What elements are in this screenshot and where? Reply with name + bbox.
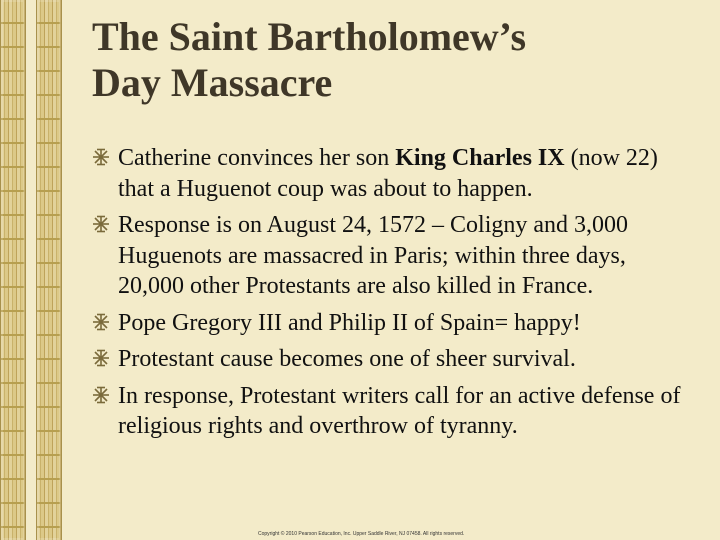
ribbon-stripe-left [0,0,26,540]
bullet-text [118,145,658,202]
bullet-item [92,308,692,339]
bullet-item [92,344,692,375]
ornamental-cross-bullet-icon [92,148,110,166]
bullet-text: Pope Gregory III and Philip II of Spain= happy! [118,309,581,336]
ribbon-stripe-right [36,0,62,540]
bullet-item [92,143,692,204]
slide-title-line-1: The Saint Bartholomew’s [92,14,527,59]
ornamental-cross-bullet-icon [92,215,110,233]
bullet-text-part: Catherine convinces her son [118,145,396,171]
bullet-item [92,210,692,302]
bullet-text: In response, Protestant writers call for an active defense of religious rights and overthrow of tyranny. [118,382,681,439]
ornamental-cross-bullet-icon [92,386,110,404]
ornamental-cross-bullet-icon [92,313,110,331]
bullet-text: Protestant cause becomes one of sheer survival. [118,346,576,372]
ornamental-cross-bullet-icon [92,349,110,367]
slide-title [92,14,692,106]
bullet-text: Response is on August 24, 1572 – Coligny and 3,000 Huguenots are massacred in Paris; within three days, 20,000 other Protestants are also killed in France. [118,212,629,299]
bullet-item [92,381,692,442]
bullet-text-emphasis: King Charles IX [395,145,565,171]
decorative-ribbon [0,0,62,540]
bullet-list [92,143,692,448]
slide-title-line-2: Day Massacre [92,60,333,105]
bullet-text-part: (now 22) that a Huguenot coup was about to happen. [118,145,658,202]
copyright-notice: Copyright © 2010 Pearson Education, Inc. Upper Saddle River, NJ 07458. All rights reserved. [258,531,465,537]
